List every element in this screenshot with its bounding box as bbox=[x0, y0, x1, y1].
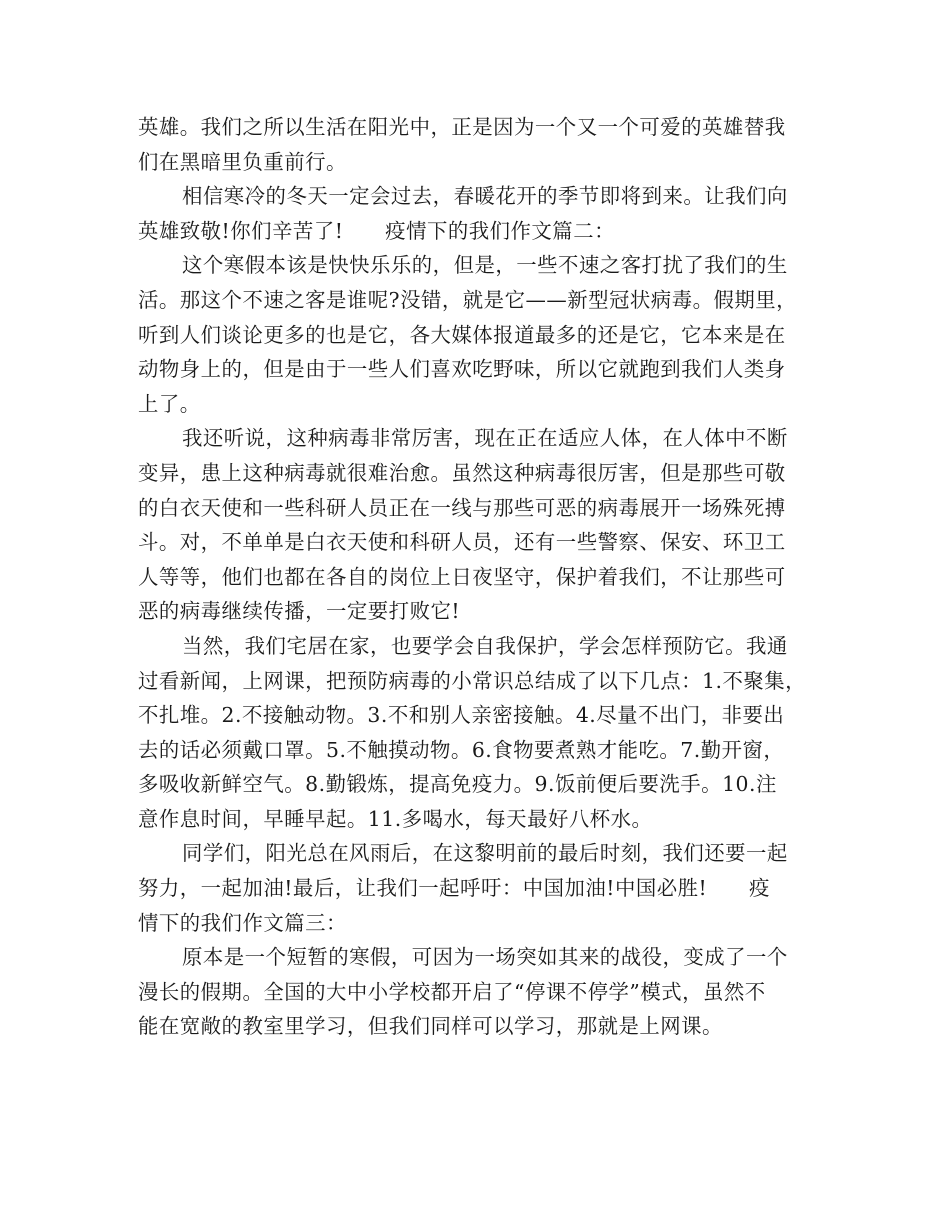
text-line: 活。那这个不速之客是谁呢?没错，就是它——新型冠状病毒。假期里， bbox=[138, 287, 798, 312]
text-line: 漫长的假期。全国的大中小学校都开启了“停课不停学”模式，虽然不 bbox=[138, 979, 766, 1004]
text-line: 人等等，他们也都在各自的岗位上日夜坚守，保护着我们，不让那些可 bbox=[138, 564, 786, 589]
text-line: 的白衣天使和一些科研人员正在一线与那些可恶的病毒展开一场殊死搏 bbox=[138, 495, 786, 520]
text-line: 英雄。我们之所以生活在阳光中，正是因为一个又一个可爱的英雄替我 bbox=[138, 115, 786, 139]
text-line: 我还听说，这种病毒非常厉害，现在正在适应人体，在人体中不断 bbox=[182, 426, 788, 451]
text-line: 变异，患上这种病毒就很难治愈。虽然这种病毒很厉害，但是那些可敬 bbox=[138, 460, 786, 485]
text-line: 上了。 bbox=[138, 391, 201, 416]
text-line: 意作息时间，早睡早起。11.多喝水，每天最好八杯水。 bbox=[138, 806, 653, 831]
text-line: 能在宽敞的教室里学习，但我们同样可以学习，那就是上网课。 bbox=[138, 1014, 723, 1039]
text-line: 恶的病毒继续传播，一定要打败它! bbox=[138, 599, 461, 624]
text-line: 当然，我们宅居在家，也要学会自我保护，学会怎样预防它。我通 bbox=[182, 633, 788, 658]
text-line: 同学们，阳光总在风雨后，在这黎明前的最后时刻，我们还要一起 bbox=[182, 841, 788, 866]
text-line: 英雄致敬!你们辛苦了! 疫情下的我们作文篇二： bbox=[138, 218, 615, 243]
text-line: 原本是一个短暂的寒假，可因为一场突如其来的战役，变成了一个 bbox=[182, 945, 788, 970]
text-line: 听到人们谈论更多的也是它，各大媒体报道最多的还是它，它本来是在 bbox=[138, 322, 786, 347]
text-line: 相信寒冷的冬天一定会过去，春暖花开的季节即将到来。让我们向 bbox=[182, 184, 788, 209]
text-line: 不扎堆。2.不接触动物。3.不和别人亲密接触。4.尽量不出门，非要出 bbox=[138, 703, 785, 728]
text-line: 过看新闻，上网课，把预防病毒的小常识总结成了以下几点：1.不聚集， bbox=[138, 668, 807, 693]
text-line: 努力，一起加油!最后，让我们一起呼吁：中国加油!中国必胜! 疫 bbox=[138, 876, 770, 901]
text-line: 多吸收新鲜空气。8.勤锻炼，提高免疫力。9.饭前便后要洗手。10.注 bbox=[138, 772, 777, 797]
document-body bbox=[138, 110, 818, 1044]
text-line: 情下的我们作文篇三： bbox=[138, 910, 347, 935]
text-line: 去的话必须戴口罩。5.不触摸动物。6.食物要煮熟才能吃。7.勤开窗， bbox=[138, 737, 785, 762]
text-line: 动物身上的，但是由于一些人们喜欢吃野味，所以它就跑到我们人类身 bbox=[138, 357, 786, 382]
text-line: 斗。对，不单单是白衣天使和科研人员，还有一些警察、保安、环卫工 bbox=[138, 530, 786, 555]
text-line: 们在黑暗里负重前行。 bbox=[138, 149, 347, 174]
text-line: 这个寒假本该是快快乐乐的，但是，一些不速之客打扰了我们的生 bbox=[182, 253, 788, 278]
